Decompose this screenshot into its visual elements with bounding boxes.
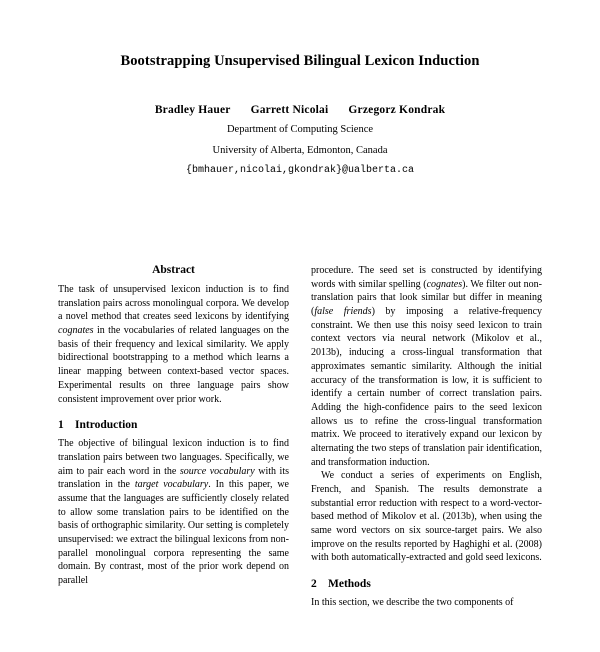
introduction-paragraph-1: The objective of bilingual lexicon induction is to find translation pairs between two languages. Specifically, we aim to pair each word in the source vocabulary with its translation in the target vocabulary. In this paper, we assume that the languages are sufficiently closely related to allow some translation pairs to be identified on the basis of orthographic similarity. Our setting is completely unsupervised: we extract the bilingual lexicons from non-parallel monolingual corpora representing the same domain. By contrast, most of the prior work depend on parallel <box>58 438 289 587</box>
methods-paragraph-1: In this section, we describe the two components of <box>311 597 514 609</box>
section-heading-methods <box>311 578 542 590</box>
left-column <box>58 264 289 610</box>
affiliation-department: Department of Computing Science <box>226 123 374 135</box>
section-heading-introduction <box>58 419 289 431</box>
section-title: Methods <box>328 578 371 591</box>
page-title: Bootstrapping Unsupervised Bilingual Lexicon Induction <box>120 53 480 69</box>
affiliation-institution: University of Alberta, Edmonton, Canada <box>212 145 388 157</box>
abstract-text: The task of unsupervised lexicon induction is to find translation pairs across monolingual corpora. We develop a novel method that creates seed lexicons by identifying cognates in the vocabularies of related languages on the basis of their frequency and lexical similarity. We apply bidirectional bootstrapping to a method which learns a linear mapping between context-based vector spaces. Experimental results on three language pairs show consistent improvement over prior work. <box>58 284 289 405</box>
author-list <box>58 104 542 116</box>
author-email: {bmhauer,nicolai,gkondrak}@ualberta.ca <box>185 165 415 177</box>
paper-page <box>0 52 600 652</box>
section-number: 1 <box>58 419 64 432</box>
right-column <box>311 264 542 610</box>
author-1: Bradley Hauer <box>154 103 231 116</box>
abstract-heading: Abstract <box>152 264 195 276</box>
author-2: Garrett Nicolai <box>250 103 329 116</box>
right-column-paragraph-1: procedure. The seed set is constructed by identifying words with similar spelling (cognates). We filter out non-translation pairs that look similar but differ in meaning (false friends) by imposing a relative-frequency constraint. We then use this noisy seed lexicon to train context vectors via neural network (Mikolov et al., 2013b), inducing a cross-lingual transformation that approximates semantic similarity. Although the initial accuracy of the transformation is low, it is sufficient to identify a certain number of correct translation pairs. Adding the high-confidence pairs to the seed lexicon allows us to refine the cross-lingual transformation matrix. We proceed to iteratively expand our lexicon by alternating the two steps of translation pair identification, and transformation induction. <box>311 265 543 468</box>
right-column-paragraph-2: We conduct a series of experiments on English, French, and Spanish. The results demonstrate a substantial error reduction with respect to a word-vector-based method of Mikolov et al. (2013b), when using the same word vectors on six source-target pairs. We also improve on the results reported by Haghighi et al. (2008) with both automatically-extracted and gold seed lexicons. <box>311 470 542 564</box>
section-number: 2 <box>311 578 317 591</box>
author-3: Grzegorz Kondrak <box>348 103 446 116</box>
two-column-body <box>58 264 542 610</box>
section-title: Introduction <box>75 419 138 432</box>
